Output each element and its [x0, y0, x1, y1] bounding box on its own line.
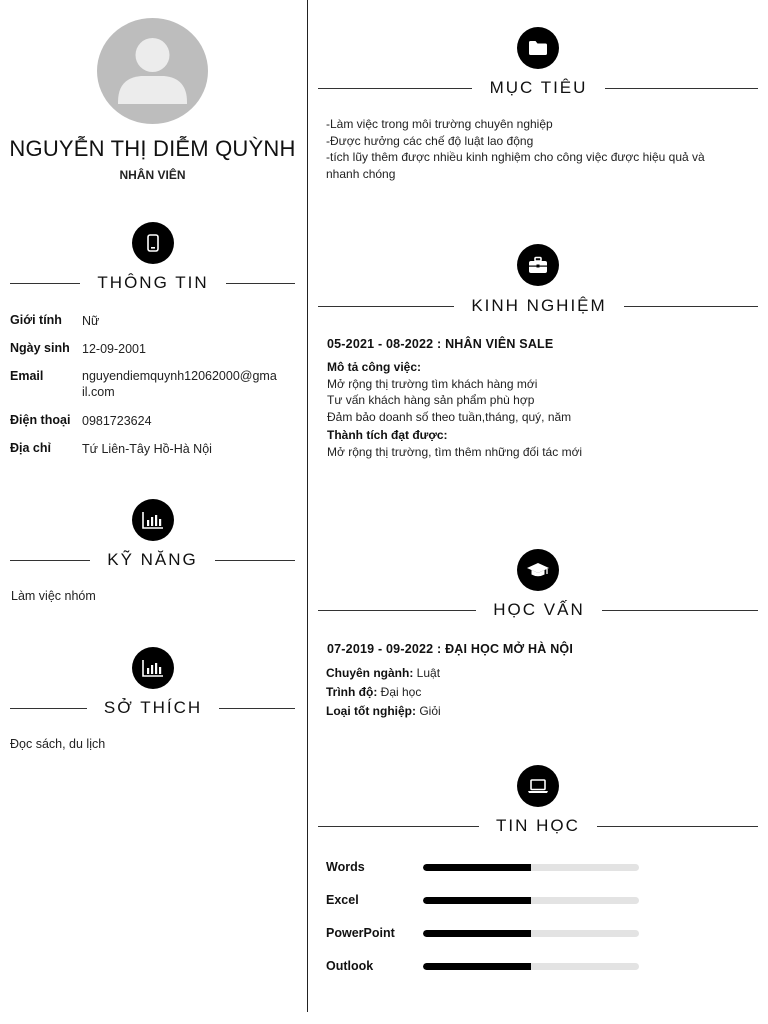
education-major — [326, 664, 746, 683]
section-line-left — [318, 826, 479, 827]
job-description-line: Đảm bảo doanh số theo tuần,tháng, quý, năm — [327, 409, 572, 424]
section-title-education: HỌC VẤN — [493, 600, 585, 619]
section-line-left — [10, 708, 87, 709]
it-skill-fill — [423, 864, 531, 871]
person-silhouette-icon — [97, 18, 208, 124]
it-skill-label: Words — [326, 860, 365, 874]
section-title-experience: KINH NGHIỆM — [471, 296, 607, 315]
job-description-line: Mở rộng thị trường tìm khách hàng mới — [327, 376, 538, 391]
education-details — [326, 664, 746, 721]
level-label: Trình độ: — [326, 685, 378, 699]
it-skill-fill — [423, 963, 531, 970]
folder-icon — [517, 27, 559, 69]
grade-value: Giỏi — [419, 704, 441, 718]
phone-icon — [132, 222, 174, 264]
education-school: ĐẠI HỌC MỞ HÀ NỘI — [445, 642, 574, 656]
level-value: Đại học — [380, 685, 422, 699]
experience-end: 08-2022 — [386, 337, 434, 351]
address-label: Địa chỉ — [10, 441, 51, 455]
bar-chart-icon — [132, 647, 174, 689]
section-line-right — [219, 708, 295, 709]
column-divider — [307, 0, 308, 1012]
header-colon: : — [437, 642, 442, 656]
major-value: Luật — [416, 666, 441, 680]
section-line-left — [318, 88, 472, 89]
education-header — [327, 642, 573, 656]
date-separator: - — [377, 337, 383, 351]
section-line-right — [602, 610, 758, 611]
objective-line: -tích lũy thêm được nhiều kinh nghiệm cho công việc được hiệu quả và — [326, 150, 705, 164]
section-title-it: TIN HỌC — [496, 816, 580, 835]
it-skill-label: Outlook — [326, 959, 374, 973]
full-name: NGUYỄN THỊ DIỄM QUỲNH — [9, 136, 296, 161]
objective-text — [326, 116, 746, 182]
skill-item: Làm việc nhóm — [11, 589, 96, 603]
section-line-left — [318, 306, 454, 307]
experience-header — [327, 337, 553, 351]
laptop-icon — [517, 765, 559, 807]
section-line-right — [605, 88, 758, 89]
section-title-skills: KỸ NĂNG — [107, 550, 198, 569]
bar-chart-icon — [132, 499, 174, 541]
avatar — [97, 18, 208, 124]
section-line-left — [10, 283, 80, 284]
section-title-contact: THÔNG TIN — [97, 273, 209, 292]
achievement-line: Mở rộng thị trường, tìm thêm những đối tác mới — [327, 444, 583, 459]
it-skill-label: Excel — [326, 893, 359, 907]
header-colon: : — [437, 337, 442, 351]
it-skill-bar — [423, 963, 639, 970]
objective-line: nhanh chóng — [326, 166, 396, 181]
major-label: Chuyên ngành: — [326, 666, 414, 680]
section-line-right — [226, 283, 295, 284]
experience-position: NHÂN VIÊN SALE — [445, 337, 554, 351]
briefcase-icon — [517, 244, 559, 286]
hobby-item: Đọc sách, du lịch — [10, 737, 106, 751]
dob-label: Ngày sinh — [10, 341, 70, 355]
education-end: 09-2022 — [386, 642, 434, 656]
section-title-objective: MỤC TIÊU — [489, 78, 588, 97]
section-title-hobbies: SỞ THÍCH — [103, 698, 203, 717]
education-start: 07-2019 — [327, 642, 375, 656]
experience-start: 05-2021 — [327, 337, 375, 351]
education-grade — [326, 702, 746, 721]
grade-label: Loại tốt nghiệp: — [326, 704, 416, 718]
it-skill-bar — [423, 930, 639, 937]
email-label: Email — [10, 369, 44, 383]
section-line-right — [215, 560, 295, 561]
dob-value: 12-09-2001 — [82, 342, 146, 356]
section-line-left — [318, 610, 476, 611]
job-description-line: Tư vấn khách hàng sản phẩm phù hợp — [327, 393, 535, 407]
address-value: Tứ Liên-Tây Hồ-Hà Nội — [82, 442, 212, 456]
job-role: NHÂN VIÊN — [119, 168, 186, 182]
email-line-1: nguyendiemquynh12062000@gma — [82, 369, 277, 383]
section-line-right — [624, 306, 758, 307]
it-skill-label: PowerPoint — [326, 926, 395, 940]
email-value[interactable] — [82, 368, 282, 400]
phone-value: 0981723624 — [82, 414, 152, 428]
graduation-cap-icon — [517, 549, 559, 591]
section-line-left — [10, 560, 90, 561]
experience-details — [327, 359, 747, 460]
it-skill-fill — [423, 930, 531, 937]
education-level — [326, 683, 746, 702]
it-skill-fill — [423, 897, 531, 904]
section-line-right — [597, 826, 758, 827]
date-separator: - — [377, 642, 383, 656]
it-skill-bar — [423, 864, 639, 871]
achievement-label: Thành tích đạt được: — [327, 428, 448, 442]
objective-line: -Làm việc trong môi trường chuyên nghiệp — [326, 117, 553, 131]
objective-line: -Được hưởng các chế độ luật lao động — [326, 133, 534, 148]
gender-value: Nữ — [82, 314, 100, 328]
job-description-label: Mô tả công việc: — [327, 360, 422, 374]
gender-label: Giới tính — [10, 313, 62, 327]
it-skill-bar — [423, 897, 639, 904]
phone-label: Điện thoại — [10, 413, 71, 427]
email-line-2: il.com — [82, 385, 115, 399]
